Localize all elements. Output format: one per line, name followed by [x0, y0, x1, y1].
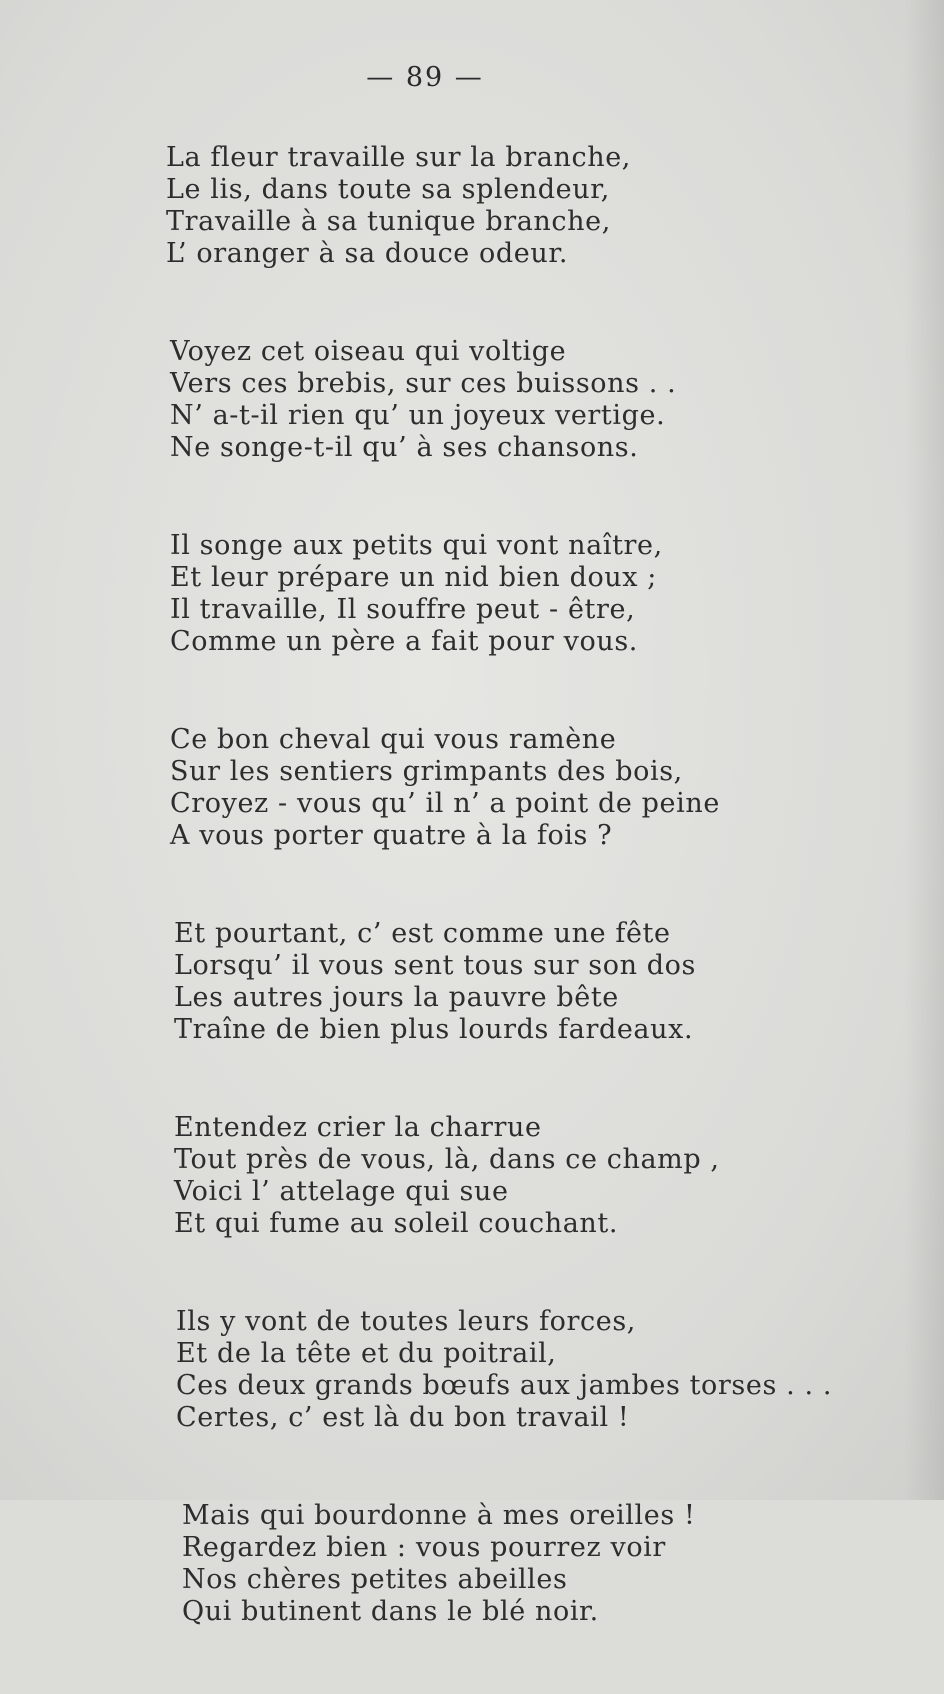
poem-line: Il songe aux petits qui vont naître,: [170, 530, 663, 561]
poem-line: Le lis, dans toute sa splendeur,: [166, 174, 610, 205]
poem-line: Ne songe-t-il qu’ à ses chansons.: [170, 432, 639, 463]
poem-line: Regardez bien : vous pourrez voir: [182, 1532, 666, 1563]
poem-line: Certes, c’ est là du bon travail !: [176, 1402, 630, 1433]
poem-line: La fleur travaille sur la branche,: [166, 142, 631, 173]
poem-line: Et leur prépare un nid bien doux ;: [170, 562, 658, 593]
poem-line: Ils y vont de toutes leurs forces,: [176, 1306, 636, 1337]
poem-line: Ces deux grands bœufs aux jambes torses . . .: [176, 1370, 833, 1401]
stanza-2: [170, 336, 866, 464]
poem-line: Et qui fume au soleil couchant.: [174, 1208, 619, 1239]
stanza-6: [174, 1112, 866, 1240]
poem-line: N’ a-t-il rien qu’ un joyeux vertige.: [170, 400, 666, 431]
stanza-3: [170, 530, 866, 658]
poem-line: Voyez cet oiseau qui voltige: [170, 336, 567, 367]
poem-line: Et de la tête et du poitrail,: [176, 1338, 557, 1369]
stanza-5: [174, 918, 866, 1046]
page-edge-shadow: [904, 0, 944, 1500]
poem-line: Nos chères petites abeilles: [182, 1564, 568, 1595]
poem: [166, 142, 866, 1694]
poem-line: Les autres jours la pauvre bête: [174, 982, 619, 1013]
poem-line: Voici l’ attelage qui sue: [174, 1176, 509, 1207]
poem-line: Comme un père a fait pour vous.: [170, 626, 638, 657]
stanza-7: [176, 1306, 866, 1434]
poem-line: Mais qui bourdonne à mes oreilles !: [182, 1500, 696, 1531]
poem-line: Sur les sentiers grimpants des bois,: [170, 756, 683, 787]
poem-line: Il travaille, Il souffre peut - être,: [170, 594, 636, 625]
poem-line: Entendez crier la charrue: [174, 1112, 542, 1143]
stanza-8: [182, 1500, 866, 1628]
page-number: — 89 —: [366, 62, 484, 93]
poem-line: A vous porter quatre à la fois ?: [170, 820, 613, 851]
poem-line: Vers ces brebis, sur ces buissons . .: [170, 368, 677, 399]
poem-line: Et pourtant, c’ est comme une fête: [174, 918, 671, 949]
stanza-4: [170, 724, 866, 852]
poem-line: L’ oranger à sa douce odeur.: [166, 238, 569, 269]
poem-line: Tout près de vous, là, dans ce champ ,: [174, 1144, 720, 1175]
poem-line: Croyez - vous qu’ il n’ a point de peine: [170, 788, 720, 819]
poem-line: Lorsqu’ il vous sent tous sur son dos: [174, 950, 696, 981]
poem-line: Qui butinent dans le blé noir.: [182, 1596, 599, 1627]
stanza-1: [166, 142, 866, 270]
poem-line: Traîne de bien plus lourds fardeaux.: [174, 1014, 694, 1045]
poem-line: Travaille à sa tunique branche,: [166, 206, 611, 237]
poem-line: Ce bon cheval qui vous ramène: [170, 724, 617, 755]
